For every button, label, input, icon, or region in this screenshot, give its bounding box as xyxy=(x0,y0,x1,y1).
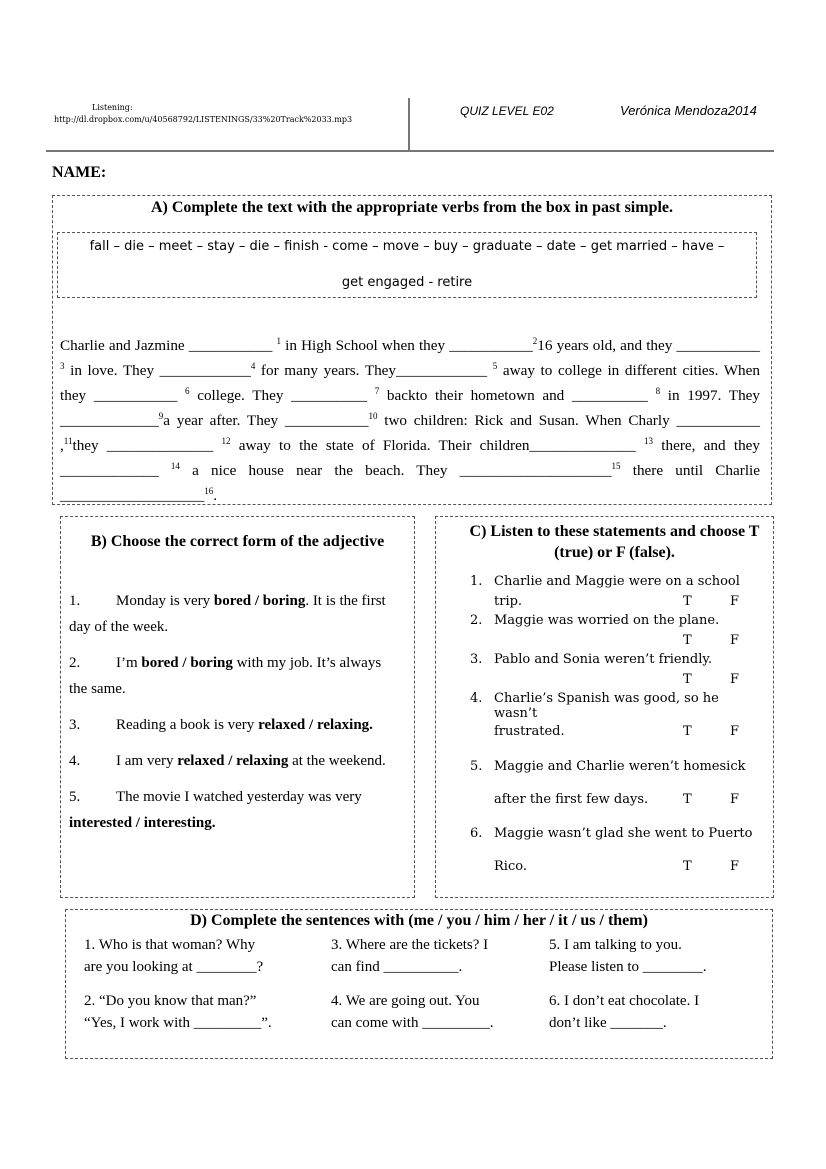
blank-number: 6 xyxy=(185,386,190,397)
true-option[interactable]: T xyxy=(683,672,692,687)
statement-number: 1. xyxy=(470,574,483,589)
section-d xyxy=(65,909,773,1059)
blank-number: 7 xyxy=(374,386,380,397)
blank-number: 2 xyxy=(532,336,538,346)
pronoun-sentence xyxy=(84,934,289,978)
sentence-blank-line[interactable]: don’t like _______. xyxy=(549,1015,667,1031)
statement-text: Charlie’s Spanish was good, so he wasn’t xyxy=(494,691,719,721)
sentence-text: “Do you know that man?” xyxy=(95,993,257,1009)
statement-text: Maggie and Charlie weren’t homesick xyxy=(494,759,746,774)
answer-options[interactable]: relaxed / relaxing xyxy=(177,753,289,769)
passage-text: two children: Rick and Susan. When Charly ___________ , xyxy=(60,412,760,455)
adjective-question xyxy=(69,712,394,738)
sentence-number: 6. xyxy=(549,993,561,1009)
sentence-blank-line[interactable]: “Yes, I work with _________”. xyxy=(84,1015,272,1031)
passage-text: a year after. They ___________ xyxy=(163,412,369,430)
passage-text: in High School when they ___________ xyxy=(280,337,533,355)
question-text: with my job. It’s always the same. xyxy=(69,655,382,697)
question-text: at the weekend. xyxy=(288,753,386,769)
quiz-level: QUIZ LEVEL E02 xyxy=(460,104,554,118)
statement-text: Maggie wasn’t glad she went to Puerto xyxy=(494,826,753,841)
true-option[interactable]: T xyxy=(683,859,692,874)
section-a-title: A) Complete the text with the appropriate verbs from the box in past simple. xyxy=(150,199,674,216)
question-text: . It is the first day of the week. xyxy=(69,593,386,635)
statement-number: 3. xyxy=(470,652,483,667)
answer-options[interactable]: bored / boring xyxy=(141,655,233,671)
passage-text: . xyxy=(213,487,218,505)
sentence-number: 2. xyxy=(84,993,96,1009)
passage-text: 16 years old, and they ___________ xyxy=(537,337,761,355)
section-a-passage xyxy=(60,331,760,506)
passage-text: backto their hometown and __________ xyxy=(379,387,656,405)
pronoun-sentence xyxy=(549,934,754,978)
listening-url[interactable]: http://dl.dropbox.com/u/40568792/LISTENINGS/33%20Track%2033.mp3 xyxy=(54,115,353,124)
name-label: NAME: xyxy=(52,164,107,181)
blank-number: 8 xyxy=(655,386,661,397)
passage-text: away to the state of Florida. Their children______________ xyxy=(230,437,645,455)
sentence-number: 1. xyxy=(84,937,96,953)
true-option[interactable]: T xyxy=(683,633,692,648)
adjective-question xyxy=(69,650,394,702)
word-box xyxy=(57,232,757,298)
false-option[interactable]: F xyxy=(730,594,740,609)
blank-number: 1 xyxy=(276,336,281,346)
adjective-question xyxy=(69,748,394,774)
statement-number: 2. xyxy=(470,613,483,628)
passage-text: Charlie and Jazmine ___________ xyxy=(60,337,277,355)
sentence-number: 5. xyxy=(549,937,561,953)
statement-text-continued: after the first few days. xyxy=(494,792,649,807)
true-option[interactable]: T xyxy=(683,792,692,807)
question-number: 5. xyxy=(69,789,81,805)
false-option[interactable]: F xyxy=(730,633,740,648)
false-option[interactable]: F xyxy=(730,724,740,739)
blank-number: 15 xyxy=(611,461,621,472)
sentence-text: We are going out. You xyxy=(342,993,480,1009)
sentence-blank-line[interactable]: Please listen to ________. xyxy=(549,959,707,975)
sentence-blank-line[interactable]: can find __________. xyxy=(331,959,463,975)
question-text: Reading a book is very xyxy=(116,717,259,733)
listening-label: Listening: xyxy=(92,103,133,112)
statement-text-continued: frustrated. xyxy=(494,724,565,739)
blank-number: 9 xyxy=(158,411,164,422)
question-text: The movie I watched yesterday was very xyxy=(116,789,362,805)
passage-text: a nice house near the beach. They ____________________ xyxy=(179,462,612,480)
blank-number: 14 xyxy=(170,461,180,472)
sentence-blank-line[interactable]: can come with _________. xyxy=(331,1015,494,1031)
pronoun-sentence xyxy=(331,990,536,1034)
question-number: 1. xyxy=(69,593,81,609)
section-c-title: C) Listen to these statements and choose T (true) or F (false). xyxy=(469,523,760,561)
answer-options[interactable]: relaxed / relaxing. xyxy=(258,717,373,733)
blank-number: 5 xyxy=(492,361,498,372)
false-option[interactable]: F xyxy=(730,792,740,807)
statement-text-continued: trip. xyxy=(494,594,523,609)
answer-options[interactable]: bored / boring xyxy=(213,593,306,609)
section-b-list xyxy=(69,588,394,846)
blank-number: 13 xyxy=(644,436,654,447)
pronoun-sentence xyxy=(549,990,754,1034)
blank-number: 12 xyxy=(221,436,231,447)
statement-text: Maggie was worried on the plane. xyxy=(494,613,720,628)
author: Verónica Mendoza2014 xyxy=(620,103,757,118)
pronoun-sentence xyxy=(331,934,536,978)
adjective-question xyxy=(69,784,394,836)
blank-number: 16 xyxy=(204,486,214,497)
statement-number: 5. xyxy=(470,759,483,774)
passage-text: for many years. They____________ xyxy=(255,362,493,380)
word-box-line-2: get engaged - retire xyxy=(341,275,473,290)
question-number: 2. xyxy=(69,655,81,671)
passage-text: they ______________ xyxy=(72,437,222,455)
passage-text: there until Charlie ___________________ xyxy=(60,462,760,505)
listening-info xyxy=(54,102,352,126)
false-option[interactable]: F xyxy=(730,672,740,687)
sentence-number: 4. xyxy=(331,993,343,1009)
sentence-text: Where are the tickets? I xyxy=(342,937,489,953)
header-divider-vertical xyxy=(408,98,410,152)
false-option[interactable]: F xyxy=(730,859,740,874)
blank-number: 4 xyxy=(250,361,256,372)
statement-number: 6. xyxy=(470,826,483,841)
statement-number: 4. xyxy=(470,691,483,706)
sentence-number: 3. xyxy=(331,937,343,953)
true-option[interactable]: T xyxy=(683,594,692,609)
true-option[interactable]: T xyxy=(683,724,692,739)
blank-number: 3 xyxy=(60,361,65,372)
pronoun-sentence xyxy=(84,990,289,1034)
passage-text: there, and they _____________ xyxy=(60,437,761,480)
sentence-text: Who is that woman? Why xyxy=(95,937,256,953)
word-box-line-1: fall – die – meet – stay – die – finish - come – move – buy – graduate – date – get married – have – xyxy=(89,239,725,254)
sentence-text: I am talking to you. xyxy=(560,937,682,953)
question-text: Monday is very xyxy=(116,593,214,609)
question-number: 3. xyxy=(69,717,81,733)
statement-text: Pablo and Sonia weren’t friendly. xyxy=(494,652,713,667)
section-d-title: D) Complete the sentences with (me / you / him / her / it / us / them) xyxy=(190,912,648,929)
statement-text: Charlie and Maggie were on a school xyxy=(494,574,740,589)
blank-number: 11 xyxy=(63,436,73,447)
answer-options[interactable]: interested / interesting. xyxy=(69,815,216,831)
adjective-question xyxy=(69,588,394,640)
question-number: 4. xyxy=(69,753,81,769)
passage-text: college. They __________ xyxy=(189,387,375,405)
header-divider-horizontal xyxy=(46,150,774,152)
sentence-text: I don’t eat chocolate. I xyxy=(560,993,700,1009)
section-b-title: B) Choose the correct form of the adjective xyxy=(90,533,385,550)
passage-text: in 1997. They _____________ xyxy=(60,387,760,430)
blank-number: 10 xyxy=(368,411,378,422)
passage-text: in love. They ____________ xyxy=(64,362,251,380)
question-text: I am very xyxy=(116,753,178,769)
statement-text-continued: Rico. xyxy=(494,859,527,874)
question-text: I’m xyxy=(116,655,142,671)
passage-text: away to college in different cities. When they ___________ xyxy=(60,362,760,405)
sentence-blank-line[interactable]: are you looking at ________? xyxy=(84,959,264,975)
